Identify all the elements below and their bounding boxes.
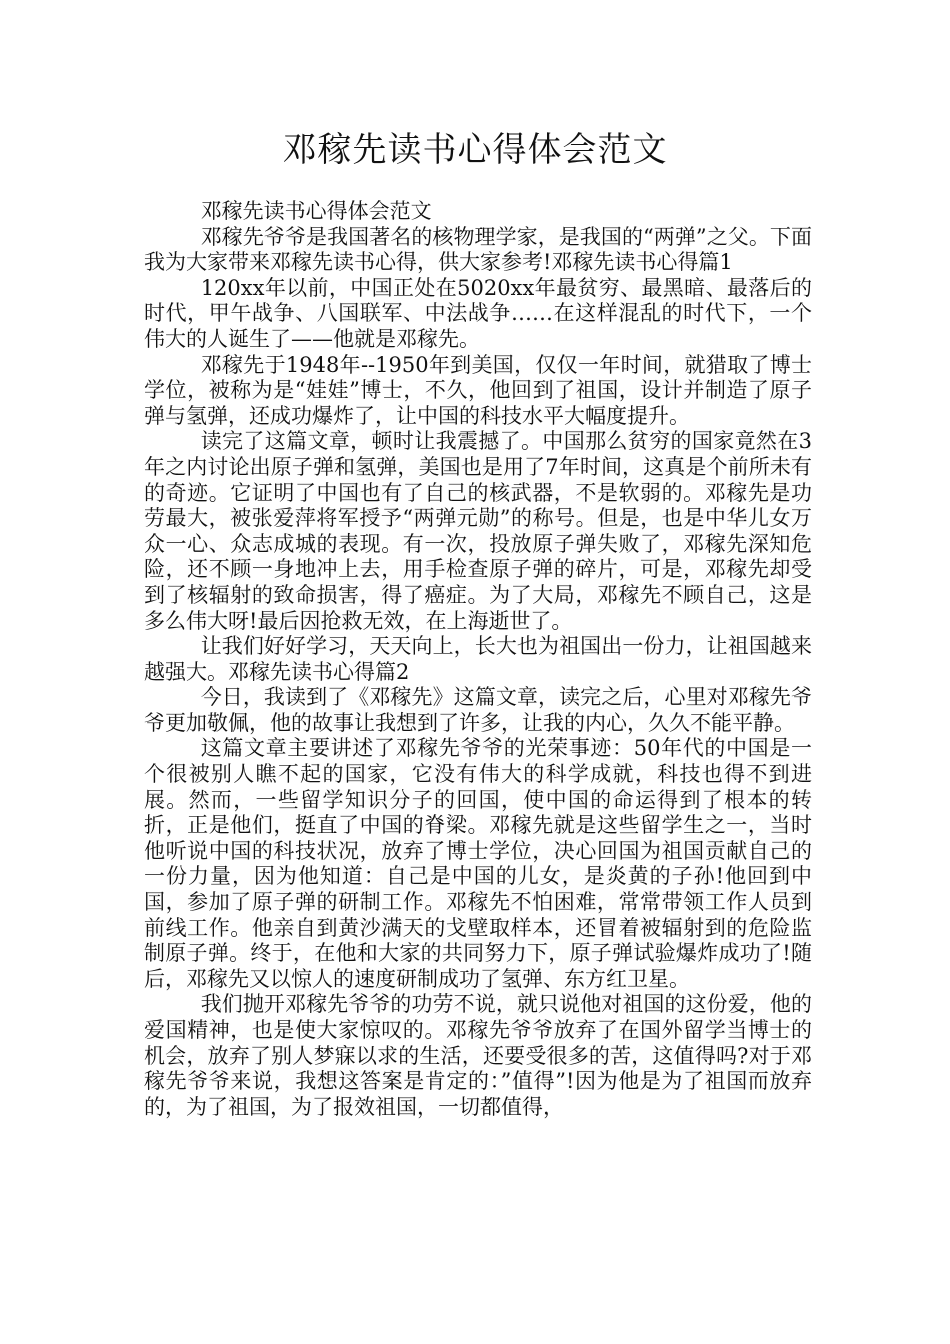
document-title: 邓稼先读书心得体会范文 — [282, 130, 668, 170]
paragraph-heading: 邓稼先读书心得体会范文 — [200, 199, 432, 223]
paragraph-1: 120xx年以前，中国正处在5020xx年最贫穷、最黑暗、最落后的时代，甲午战争、八国联军、中法战争……在这样混乱的时代下，一个伟大的人诞生了——他就是邓稼先。 — [144, 275, 812, 351]
paragraph-2: 邓稼先于1948年--1950年到美国，仅仅一年时间，就猎取了博士学位，被称为是“娃娃”博士，不久，他回到了祖国，设计并制造了原子弹与氢弹，还成功爆炸了，让中国的科技水平大幅度提升。 — [144, 352, 812, 428]
paragraph-3: 读完了这篇文章，顿时让我震撼了。中国那么贫穷的国家竟然在3年之内讨论出原子弹和氢弹，美国也是用了7年时间，这真是个前所未有的奇迹。它证明了中国也有了自己的核武器，不是软弱的。邓稼先是功劳最大，被张爱萍将军授予“两弹元勋”的称号。但是，也是中华儿女万众一心、众志成城的表现。有一次，投放原子弹失败了，邓稼先深知危险，还不顾一身地冲上去，用手检查原子弹的碎片，可是，邓稼先却受到了核辐射的致命损害，得了癌症。为了大局，邓稼先不顾自己，这是多么伟大呀!最后因抢救无效，在上海逝世了。 — [144, 429, 812, 633]
paragraph-intro: 邓稼先爷爷是我国著名的核物理学家，是我国的“两弹”之父。下面我为大家带来邓稼先读书心得，供大家参考!邓稼先读书心得篇1 — [144, 224, 812, 275]
paragraph-4: 让我们好好学习，天天向上，长大也为祖国出一份力，让祖国越来越强大。邓稼先读书心得篇2 — [144, 634, 812, 684]
paragraph-7: 我们抛开邓稼先爷爷的功劳不说，就只说他对祖国的这份爱，他的爱国精神，也是使大家惊叹的。邓稼先爷爷放弃了在国外留学当博士的机会，放弃了别人梦寐以求的生活，还要受很多的苦，这值得吗?对于邓稼先爷爷来说，我想这答案是肯定的：”值得”!因为他是为了祖国而放弃的，为了祖国，为了报效祖国，一切都值得， — [144, 992, 812, 1119]
paragraph-5: 今日，我读到了《邓稼先》这篇文章，读完之后，心里对邓稼先爷爷更加敬佩，他的故事让我想到了许多，让我的内心，久久不能平静。 — [144, 685, 812, 735]
paragraph-6: 这篇文章主要讲述了邓稼先爷爷的光荣事迹：50年代的中国是一个很被别人瞧不起的国家，它没有伟大的科学成就，科技也得不到进展。然而，一些留学知识分子的回国，使中国的命运得到了根本的转折，正是他们，挺直了中国的脊梁。邓稼先就是这些留学生之一，当时他听说中国的科技状况，放弃了博士学位，决心回国为祖国贡献自己的一份力量，因为他知道：自己是中国的儿女，是炎黄的子孙!他回到中国，参加了原子弹的研制工作。邓稼先不怕困难，常常带领工作人员到前线工作。他亲自到黄沙满天的戈壁取样本，还冒着被辐射到的危险监制原子弹。终于，在他和大家的共同努力下，原子弹试验爆炸成功了!随后，邓稼先又以惊人的速度研制成功了氢弹、东方红卫星。 — [144, 736, 812, 991]
document-body — [144, 199, 812, 1120]
